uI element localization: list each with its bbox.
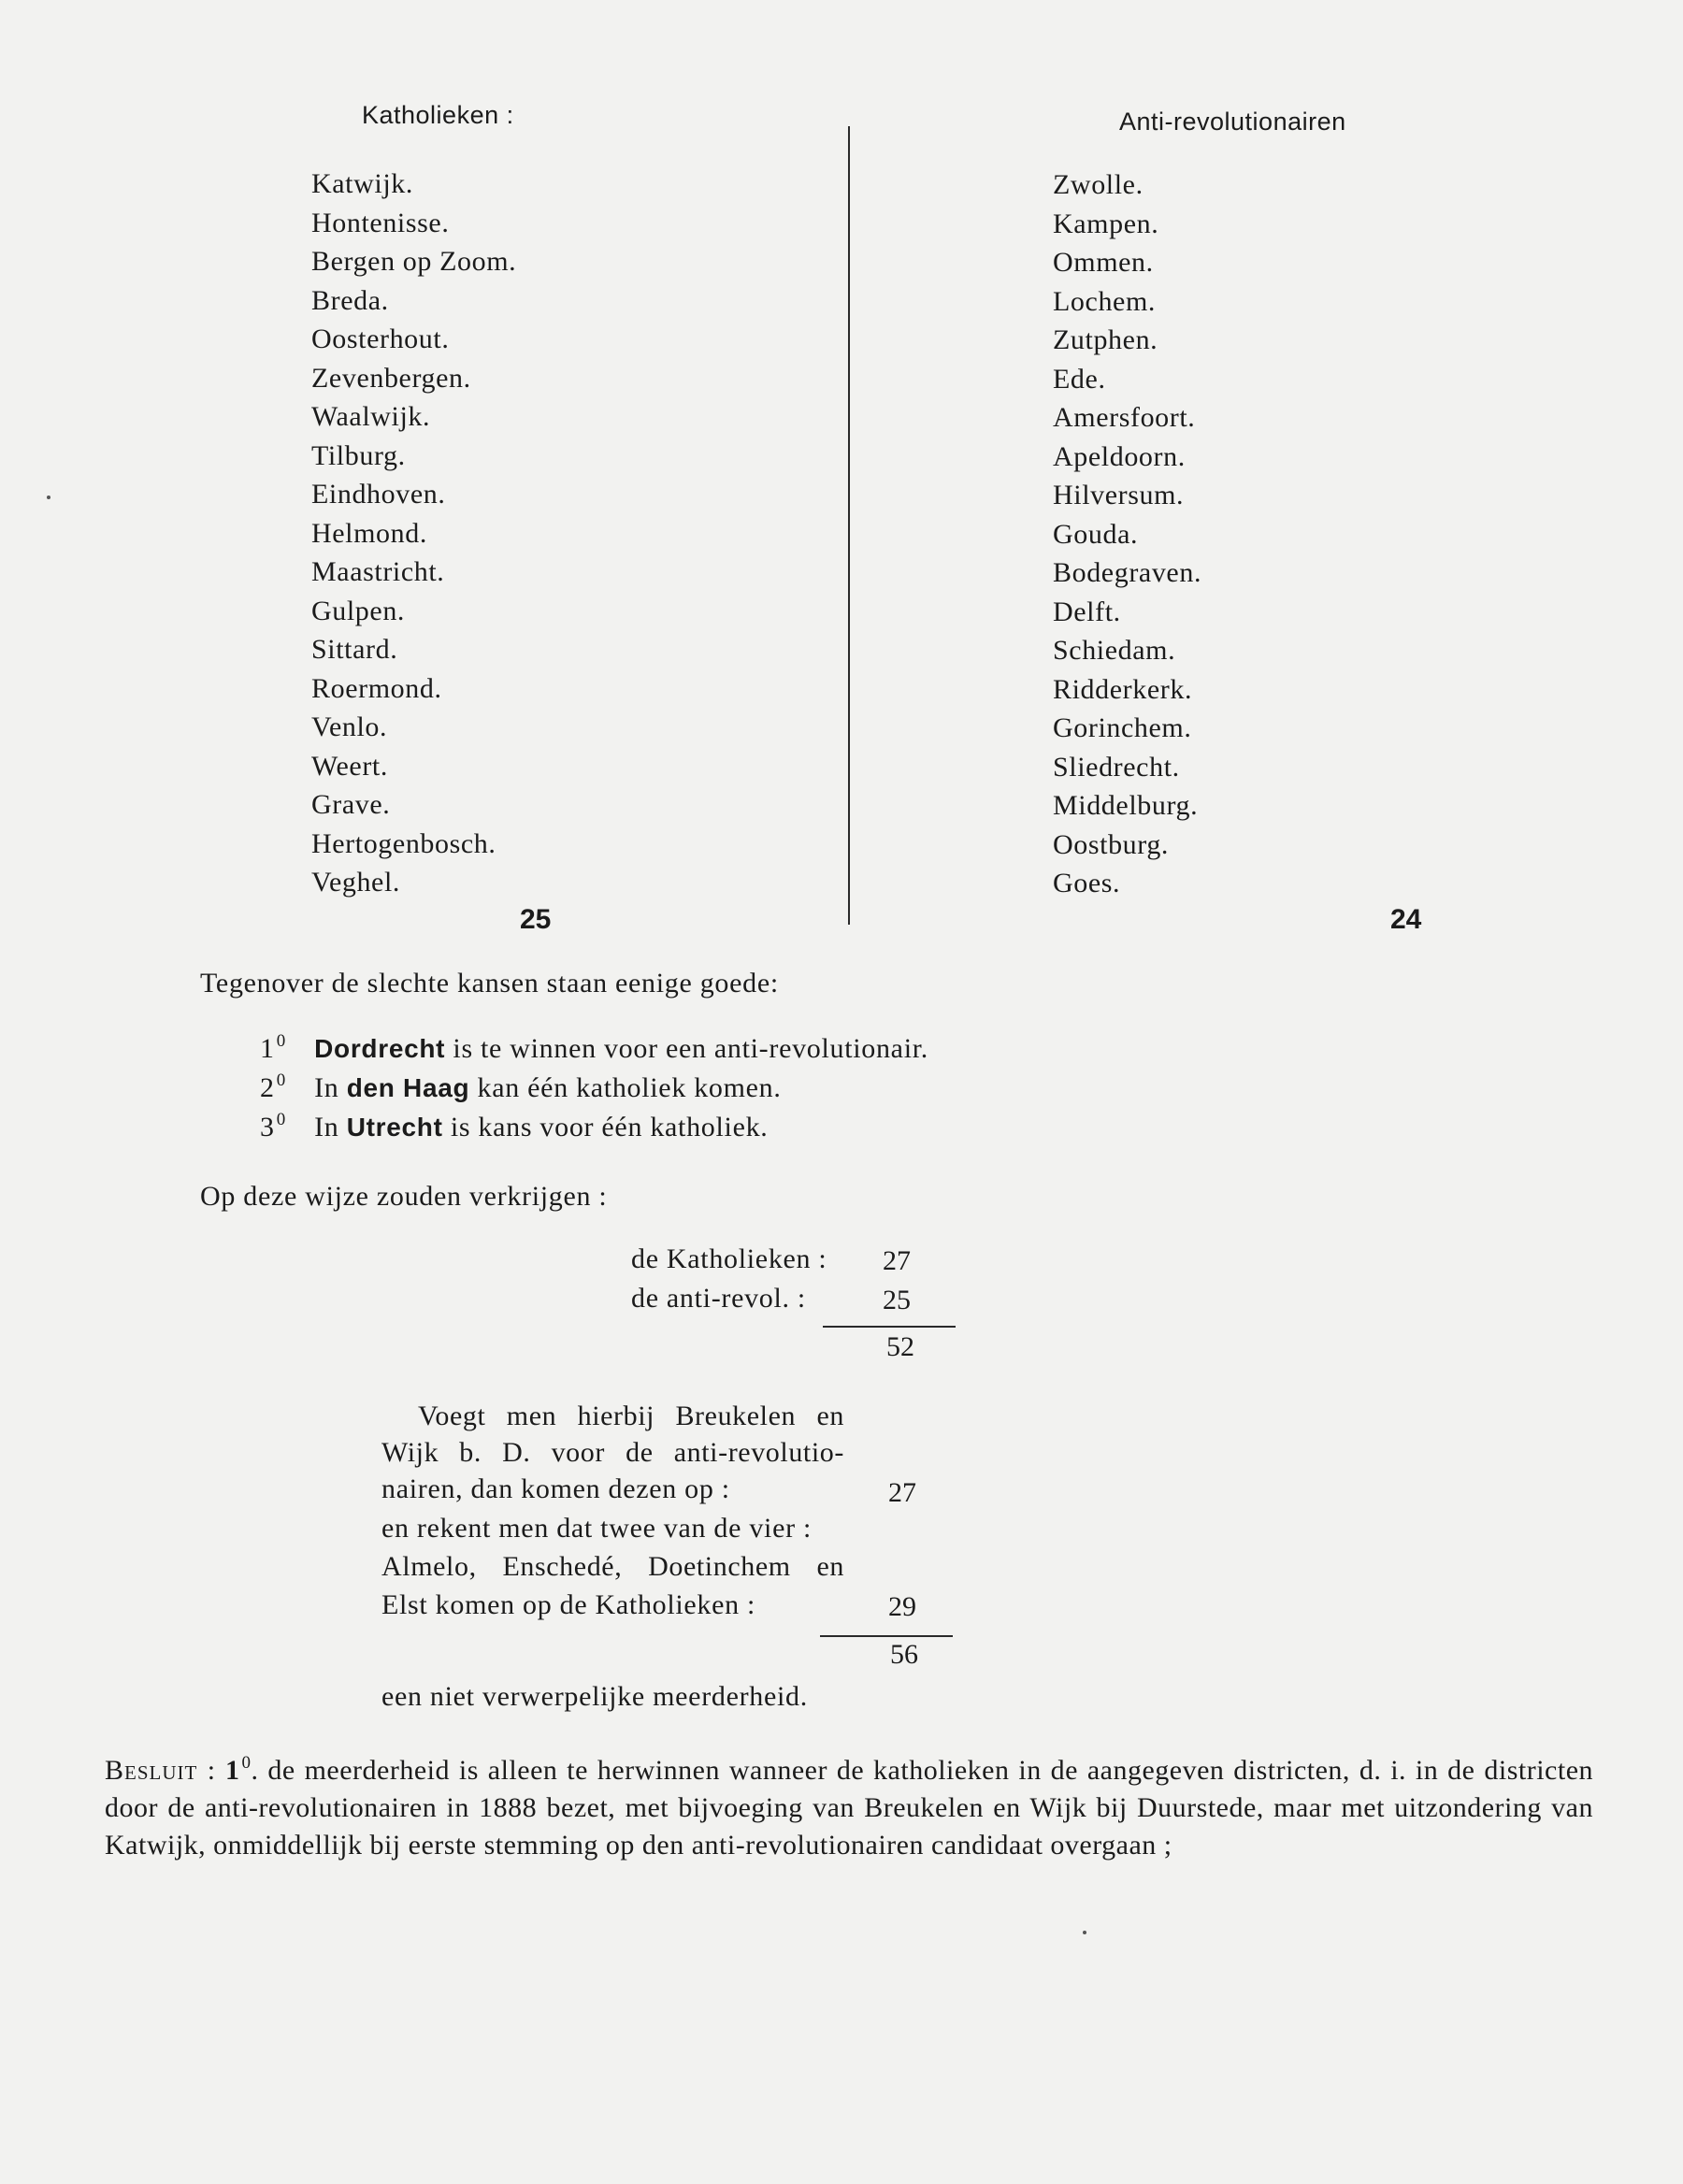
besluit-paragraph	[105, 1745, 1593, 1864]
list-item: Veghel.	[311, 867, 401, 898]
sum-rule	[823, 1326, 956, 1328]
katholieken-value: 27	[883, 1245, 911, 1276]
list-item: Zevenbergen.	[311, 362, 471, 394]
chance-superscript: 0	[276, 1031, 286, 1051]
chance-item	[260, 1031, 928, 1065]
list-item: Eindhoven.	[311, 479, 446, 510]
breukelen-line: nairen, dan komen dezen op :	[381, 1473, 730, 1504]
chance-number: 3	[260, 1112, 275, 1142]
almelo-value: 29	[888, 1591, 916, 1622]
chance-number: 1	[260, 1033, 275, 1064]
breukelen-line: Voegt men hierbij Breukelen en	[418, 1401, 844, 1431]
list-item: Weert.	[311, 750, 388, 782]
ink-speck	[1083, 1931, 1086, 1934]
tally-intro: Op deze wijze zouden verkrijgen :	[200, 1181, 608, 1212]
sum-rule	[820, 1635, 953, 1637]
list-item: Katwijk.	[311, 168, 413, 199]
list-item: Sittard.	[311, 634, 398, 665]
almelo-line: Elst komen op de Katholieken :	[381, 1589, 756, 1620]
list-item: Helmond.	[311, 517, 427, 549]
list-item: Middelburg.	[1053, 790, 1199, 821]
antirevolutionairen-town-list	[1053, 165, 1201, 903]
chance-number: 2	[260, 1072, 275, 1103]
list-item: Oosterhout.	[311, 323, 450, 354]
chance-text: is te winnen voor een anti-revolutionair.	[445, 1033, 928, 1064]
column-divider	[848, 126, 850, 925]
list-item: Delft.	[1053, 596, 1121, 627]
list-item: Lochem.	[1053, 285, 1156, 317]
list-item: Goes.	[1053, 868, 1121, 898]
chance-item	[260, 1110, 768, 1143]
list-item: Apeldoorn.	[1053, 440, 1186, 472]
list-item: Venlo.	[311, 711, 388, 742]
chance-text: kan één katholiek komen.	[469, 1072, 782, 1103]
list-item: Amersfoort.	[1053, 402, 1196, 433]
list-item: Bodegraven.	[1053, 557, 1202, 588]
chance-city: den Haag	[346, 1073, 470, 1102]
list-item: Hertogenbosch.	[311, 827, 496, 859]
chance-text: is kans voor één katholiek.	[442, 1112, 769, 1142]
list-item: Ridderkerk.	[1053, 673, 1193, 705]
list-item: Schiedam.	[1053, 635, 1176, 666]
antirevolutionairen-total: 24	[1390, 904, 1422, 935]
katholieken-heading: Katholieken :	[362, 101, 514, 129]
antirevol-value: 25	[883, 1285, 911, 1315]
list-item: Sliedrecht.	[1053, 751, 1180, 783]
chance-text-prefix: In	[314, 1072, 347, 1103]
chance-city: Utrecht	[346, 1113, 443, 1142]
katholieken-town-list	[311, 165, 516, 902]
sum-value: 56	[890, 1639, 918, 1670]
katholieken-total: 25	[520, 904, 552, 935]
list-item: Hontenisse.	[311, 207, 450, 238]
list-item: Waalwijk.	[311, 401, 431, 432]
list-item: Maastricht.	[311, 556, 445, 587]
besluit-number: 1	[224, 1755, 240, 1786]
list-item: Ede.	[1053, 363, 1106, 395]
chance-city: Dordrecht	[314, 1034, 446, 1063]
antirevol-label: de anti-revol. :	[631, 1283, 806, 1314]
list-item: Bergen op Zoom.	[311, 246, 517, 277]
breukelen-line: Wijk b. D. voor de anti-revolutio-	[381, 1437, 844, 1468]
chance-item	[260, 1070, 782, 1104]
list-item: Kampen.	[1053, 208, 1159, 239]
almelo-line: Almelo, Enschedé, Doetinchem en	[381, 1551, 844, 1582]
tally-conclusion: een niet verwerpelijke meerderheid.	[381, 1681, 808, 1712]
list-item: Gulpen.	[311, 595, 406, 626]
chance-superscript: 0	[276, 1070, 286, 1090]
almelo-line: en rekent men dat twee van de vier :	[381, 1513, 813, 1544]
list-item: Ommen.	[1053, 247, 1154, 278]
list-item: Grave.	[311, 789, 391, 820]
list-item: Gouda.	[1053, 518, 1139, 550]
list-item: Zutphen.	[1053, 324, 1158, 355]
chances-intro: Tegenover de slechte kansen staan eenige goede:	[200, 968, 779, 999]
list-item: Gorinchem.	[1053, 712, 1192, 743]
besluit-label: Besluit :	[105, 1755, 217, 1786]
list-item: Zwolle.	[1053, 169, 1144, 200]
list-item: Roermond.	[311, 672, 442, 704]
sum-value: 52	[886, 1331, 914, 1362]
chance-superscript: 0	[276, 1110, 286, 1129]
besluit-text: . de meerderheid is alleen te herwinnen wanneer de katholieken in de aangegeven districten, d. i. in de districten door de anti-revolutionairen in 1888 bezet, met bijvoeging van Breukelen en Wijk bij Duurstede, maar met uitzondering van Katwijk, onmiddellijk bij eerste stemming op den anti-revolutionairen candidaat overgaan ;	[105, 1755, 1594, 1861]
breukelen-value: 27	[888, 1477, 916, 1508]
list-item: Breda.	[311, 284, 389, 316]
katholieken-label: de Katholieken :	[631, 1243, 827, 1274]
ink-speck	[47, 496, 50, 499]
list-item: Oostburg.	[1053, 828, 1170, 860]
antirevolutionairen-heading: Anti-revolutionairen	[1119, 108, 1346, 136]
list-item: Tilburg.	[311, 439, 406, 471]
chance-text-prefix: In	[314, 1112, 347, 1142]
list-item: Hilversum.	[1053, 480, 1185, 510]
besluit-superscript: 0	[241, 1753, 252, 1773]
